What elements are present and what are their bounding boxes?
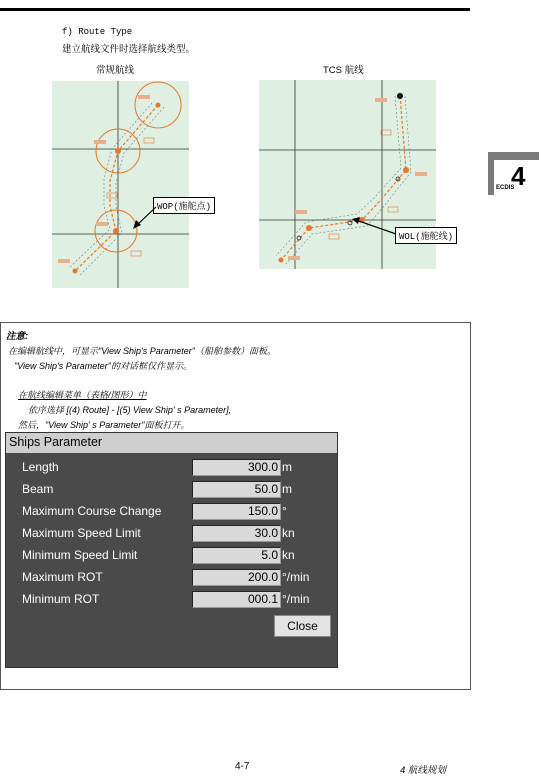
- param-row-max-rot: [6, 567, 337, 589]
- param-label: Minimum Speed Limit: [22, 548, 138, 562]
- param-value-field: 200.0: [192, 569, 281, 586]
- param-label: Beam: [22, 482, 54, 496]
- page-number: 4-7: [235, 761, 250, 772]
- param-value-field: 50.0: [192, 481, 281, 498]
- param-value-field: 150.0: [192, 503, 281, 520]
- param-label: Maximum Speed Limit: [22, 526, 141, 540]
- param-row-length: [6, 457, 337, 479]
- param-label: Minimum ROT: [22, 592, 100, 606]
- note-title: 注意:: [6, 331, 29, 342]
- param-label: Maximum Course Change: [22, 504, 162, 518]
- param-unit: °: [282, 504, 287, 518]
- param-row-min-rot: [6, 589, 337, 611]
- note-line-3: 在航线编辑菜单（表格/图形）中: [18, 390, 147, 400]
- section-heading: f) Route Type: [62, 27, 133, 37]
- dialog-title-bar: [6, 433, 337, 453]
- param-unit: °/min: [282, 570, 310, 584]
- left-figure-caption: 常规航线: [96, 65, 135, 76]
- note-line-5: 然后，"View Ship' s Parameter"面板打开。: [18, 420, 190, 430]
- param-unit: m: [282, 482, 292, 496]
- wop-callout: WOP(施舵点): [153, 197, 215, 214]
- ships-parameter-dialog: [5, 432, 338, 668]
- wop-callout-arrow: [130, 205, 160, 231]
- wol-callout: WOL(施舵线): [395, 227, 457, 244]
- close-button[interactable]: Close: [274, 615, 331, 637]
- header-rule: [0, 8, 470, 11]
- param-unit: m: [282, 460, 292, 474]
- footer-chapter-title: 4 航线规划: [400, 765, 446, 776]
- chapter-label: ECDIS: [496, 185, 515, 191]
- note-line-1: 在编辑航线中，可显示"View Ship's Parameter"（船舶参数）面板。: [8, 346, 276, 356]
- right-figure-caption: TCS 航线: [323, 65, 364, 76]
- param-label: Length: [22, 460, 59, 474]
- conventional-route-map: [52, 81, 189, 288]
- param-value-field: 000.1: [192, 591, 281, 608]
- param-unit: kn: [282, 526, 295, 540]
- param-row-min-speed: [6, 545, 337, 567]
- param-unit: °/min: [282, 592, 310, 606]
- param-row-beam: [6, 479, 337, 501]
- param-value-field: 5.0: [192, 547, 281, 564]
- param-row-max-speed: [6, 523, 337, 545]
- note-line-4: 依序选择 [(4) Route] - [(5) View Ship' s Parameter],: [28, 405, 232, 415]
- wol-callout-arrow: [350, 216, 398, 238]
- param-value-field: 30.0: [192, 525, 281, 542]
- chapter-tab: [488, 152, 539, 195]
- chapter-number: 4: [511, 161, 526, 191]
- note-line-2: "View Ship's Parameter"的对话框仅作显示。: [14, 361, 192, 371]
- section-description: 建立航线文件时选择航线类型。: [62, 44, 196, 55]
- param-unit: kn: [282, 548, 295, 562]
- param-label: Maximum ROT: [22, 570, 103, 584]
- dialog-title: Ships Parameter: [9, 435, 103, 449]
- param-value-field: 300.0: [192, 459, 281, 476]
- param-row-max-course-change: [6, 501, 337, 523]
